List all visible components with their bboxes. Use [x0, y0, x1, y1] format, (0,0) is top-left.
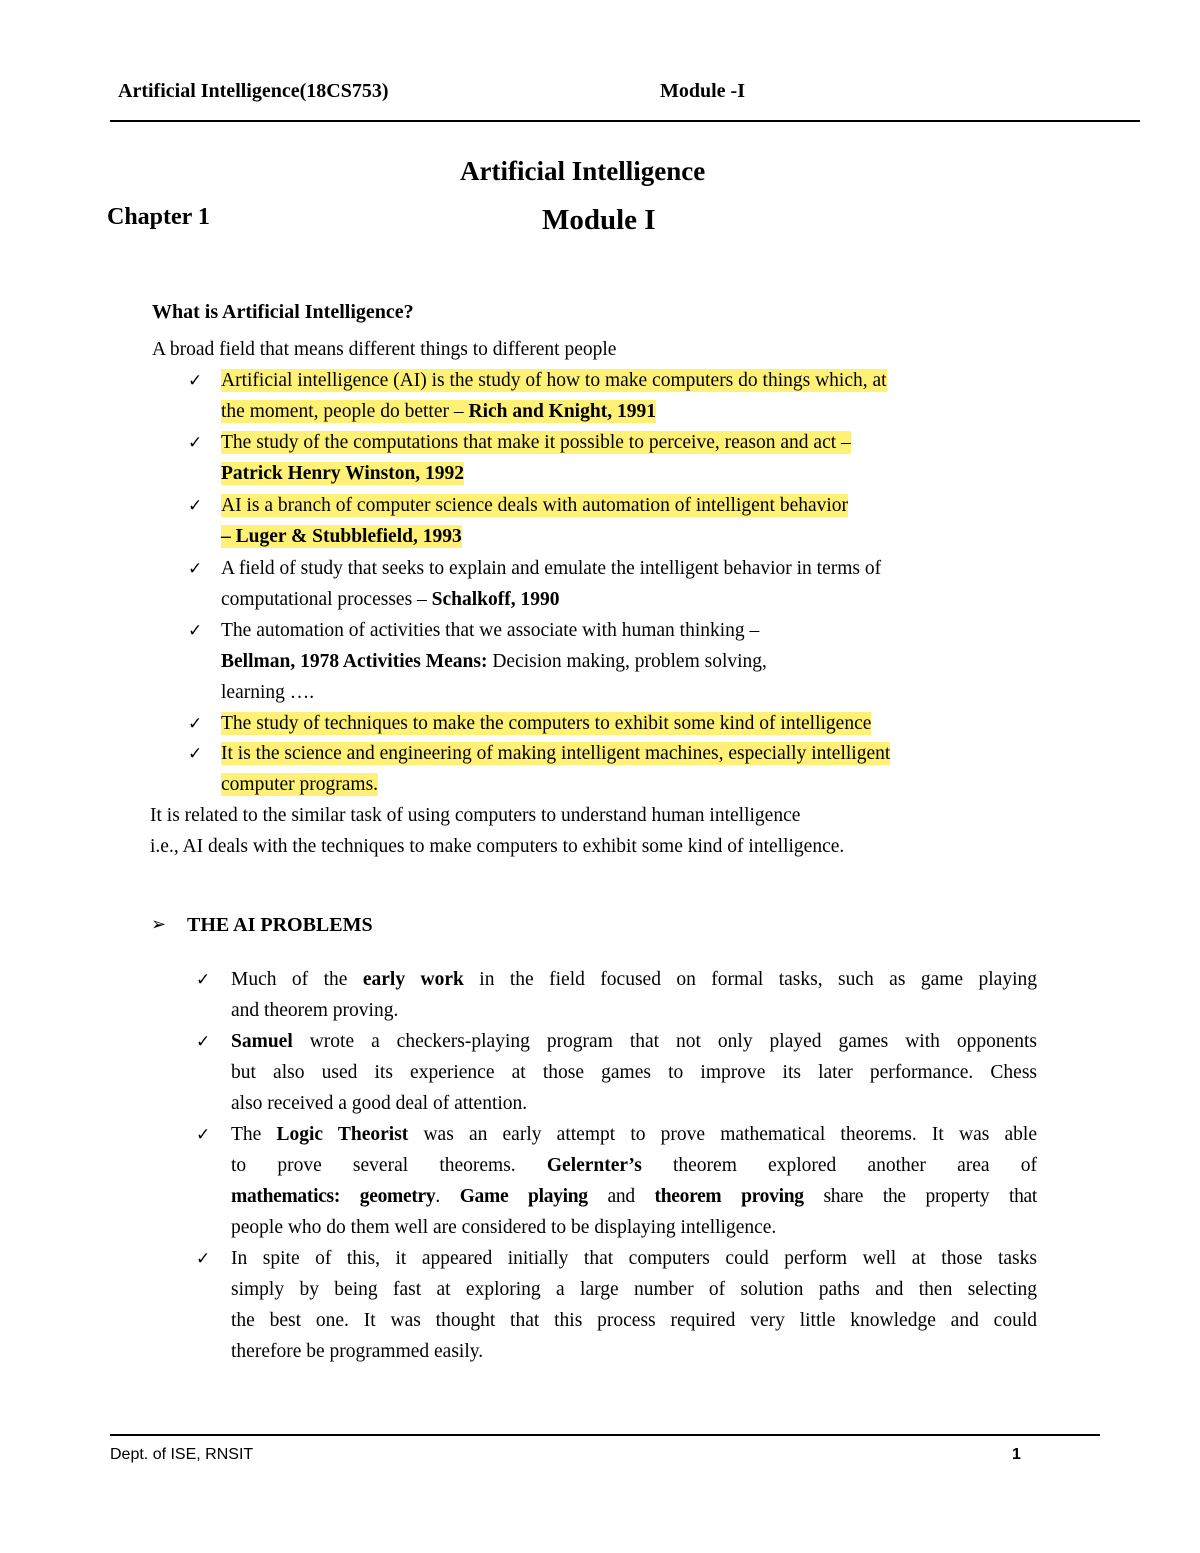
text: share the property that [803, 1186, 1038, 1207]
text: . [435, 1186, 460, 1207]
problem-1-line-2: and theorem proving. [231, 1000, 399, 1021]
header-course: Artificial Intelligence(18CS753) [118, 80, 389, 102]
problem-3-line-3 [231, 1187, 1037, 1207]
early-work-term: early work [362, 969, 464, 990]
definition-5-cont [221, 652, 767, 672]
problem-2-line-3: also received a good deal of attention. [231, 1093, 528, 1114]
check-icon: ✓ [196, 1125, 211, 1145]
geometry-term: mathematics: geometry [231, 1186, 436, 1207]
definition-4-line-1: A field of study that seeks to explain and emulate the intelligent behavior in terms of [221, 558, 882, 579]
definition-5-line-2: Decision making, problem solving, [487, 651, 767, 672]
definition-1-line-1: Artificial intelligence (AI) is the study of how to make computers do things which, at [221, 370, 887, 391]
definition-1-cont [221, 402, 656, 422]
text: was an early attempt to prove mathematical theorems. It was able [408, 1124, 1037, 1145]
problem-3-line-2 [231, 1156, 1037, 1176]
game-playing-term: Game playing [459, 1186, 588, 1207]
problem-3-line-1 [231, 1125, 1037, 1145]
definition-3-line-1: AI is a branch of computer science deals with automation of intelligent behavior [221, 495, 849, 516]
page-title: Artificial Intelligence [460, 156, 706, 186]
text: to prove several theorems. [231, 1155, 547, 1176]
definition-4-cont [221, 590, 560, 610]
check-icon: ✓ [196, 1032, 211, 1052]
definition-1 [221, 371, 887, 391]
header-module: Module -I [660, 80, 745, 102]
definition-6 [221, 714, 871, 734]
problem-1-line-1 [231, 970, 1037, 990]
definition-3-cont [221, 527, 462, 547]
definition-7-cont [221, 775, 378, 795]
problem-4-line-4: therefore be programmed easily. [231, 1341, 484, 1362]
definition-1-author: Rich and Knight, 1991 [468, 401, 656, 422]
definition-2-author: Patrick Henry Winston, 1992 [221, 463, 465, 484]
text: and [587, 1186, 655, 1207]
check-icon: ✓ [196, 1249, 211, 1269]
footer-rule [110, 1434, 1100, 1436]
section-heading-ai-problems: THE AI PROBLEMS [187, 914, 373, 936]
definition-4-author: Schalkoff, 1990 [431, 589, 560, 610]
definition-7-line-2: computer programs. [221, 774, 379, 795]
text: Much of the [231, 969, 363, 990]
text: The [231, 1124, 277, 1145]
samuel-term: Samuel [231, 1031, 293, 1052]
header-rule [110, 120, 1140, 122]
check-icon: ✓ [188, 433, 203, 453]
check-icon: ✓ [188, 496, 203, 516]
page-number: 1 [1012, 1446, 1021, 1463]
problem-3-line-4: people who do them well are considered to be displaying intelligence. [231, 1217, 777, 1238]
check-icon: ✓ [188, 744, 203, 764]
text: in the field focused on formal tasks, such as game playing [463, 969, 1038, 990]
text: wrote a checkers-playing program that not only played games with opponents [292, 1031, 1037, 1052]
closing-line-2: i.e., AI deals with the techniques to make computers to exhibit some kind of intelligence. [150, 836, 845, 857]
definition-5-author: Bellman, 1978 Activities Means: [221, 651, 488, 672]
problem-4-line-3: the best one. It was thought that this process required very little knowledge and could [231, 1310, 1037, 1331]
definition-4-line-2: computational processes – [221, 589, 432, 610]
chapter-label: Chapter 1 [107, 204, 210, 230]
theorem-proving-term: theorem proving [654, 1186, 804, 1207]
definition-7-line-1: It is the science and engineering of making intelligent machines, especially intelligent [221, 743, 891, 764]
intro-text: A broad field that means different things to different people [152, 339, 617, 360]
definition-1-line-2: the moment, people do better – [221, 401, 469, 422]
footer-dept: Dept. of ISE, RNSIT [110, 1446, 254, 1463]
check-icon: ✓ [188, 621, 203, 641]
definition-6-line-1: The study of techniques to make the computers to exhibit some kind of intelligence [221, 713, 872, 734]
definition-7 [221, 744, 890, 764]
definition-5-line-1: The automation of activities that we associate with human thinking – [221, 620, 760, 641]
definition-5-line-3: learning …. [221, 682, 315, 703]
logic-theorist-term: Logic Theorist [276, 1124, 409, 1145]
definition-3 [221, 496, 848, 516]
check-icon: ✓ [188, 559, 203, 579]
text: theorem explored another area of [641, 1155, 1037, 1176]
check-icon: ✓ [188, 371, 203, 391]
module-title: Module I [542, 204, 656, 236]
check-icon: ✓ [196, 970, 211, 990]
closing-line-1: It is related to the similar task of using computers to understand human intelligence [150, 805, 801, 826]
definition-2-line-1: The study of the computations that make it possible to perceive, reason and act – [221, 432, 851, 453]
problem-4-line-2: simply by being fast at exploring a large number of solution paths and then selecting [231, 1279, 1037, 1300]
section-heading-what-is-ai: What is Artificial Intelligence? [152, 301, 414, 323]
arrow-bullet-icon: ➢ [151, 914, 167, 935]
problem-2-line-2: but also used its experience at those games to improve its later performance. Chess [231, 1062, 1037, 1083]
problem-4-line-1: In spite of this, it appeared initially that computers could perform well at those tasks [231, 1248, 1037, 1269]
definition-3-author: – Luger & Stubblefield, 1993 [221, 526, 462, 547]
definition-2 [221, 433, 851, 453]
definition-2-cont [221, 464, 464, 484]
check-icon: ✓ [188, 714, 203, 734]
problem-2-line-1 [231, 1032, 1037, 1052]
gelernter-term: Gelernter’s [546, 1155, 642, 1176]
